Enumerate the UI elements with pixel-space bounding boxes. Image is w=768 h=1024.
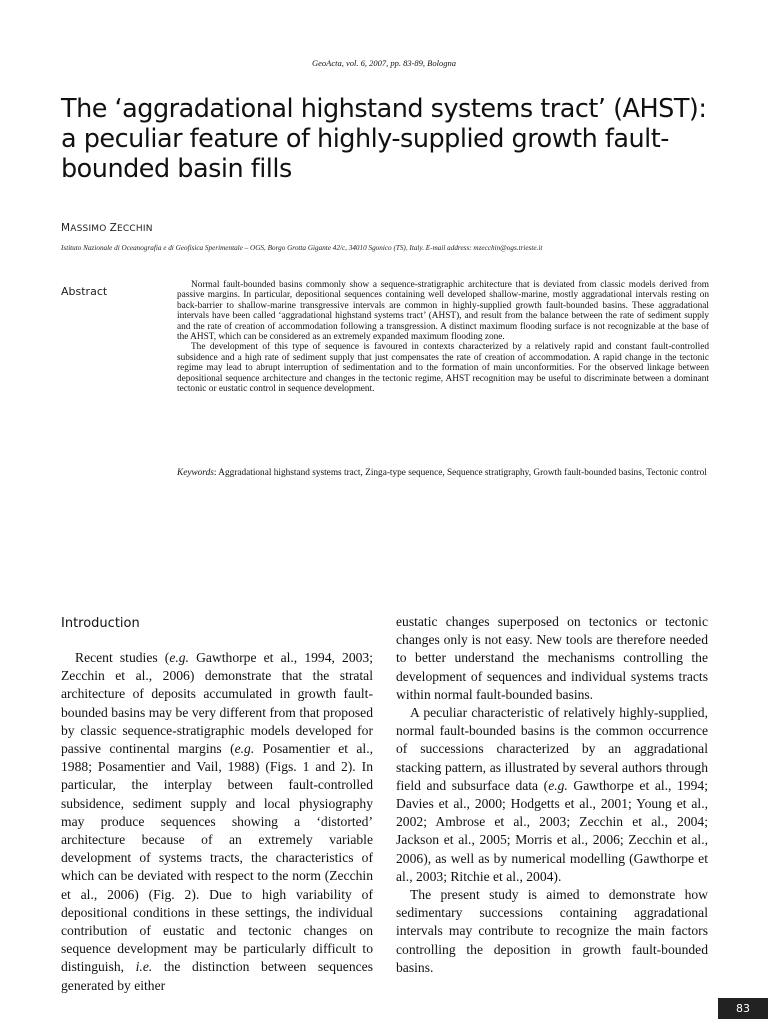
text-run-italic: e.g.	[234, 741, 255, 757]
text-run-italic: e.g.	[548, 777, 568, 793]
text-run: Posamentier et al., 1988; Posamentier and Vail, 1988) (Figs. 1 and 2). In particular, the interplay between fault-controlled subsidence, sediment supply and local physiography may produce sequences showing a ‘distorted’ architecture because of an extremely variable development of systems tracts, the characteristics of which can be deviated with respect to the norm (Zecchin et al., 2006) (Fig. 2). Due to high variability of depositional conditions in these settings, the individual contribution of eustatic and tectonic changes on sequence development may be particularly difficult to distinguish,	[61, 741, 374, 975]
body-paragraph: eustatic changes superposed on tectonics or tectonic changes only is not easy. New tools are therefore needed to better understand the mechanisms controlling the development of sequences and individual systems tracts within normal fault-bounded basins.	[396, 614, 708, 702]
keywords-label: Keywords	[177, 468, 214, 478]
author-name	[61, 222, 153, 234]
section-heading-introduction: Introduction	[61, 616, 140, 631]
page-number: 83	[718, 998, 768, 1019]
abstract-label: Abstract	[61, 285, 108, 298]
body-paragraph	[61, 649, 373, 995]
abstract-paragraph: Normal fault-bounded basins commonly show a sequence-stratigraphic architecture that is deviated from classic models derived from passive margins. In particular, depositional sequences containing well developed shallow-marine, mostly aggradational intervals resting on back-barrier to shallow-marine transgressive intervals are common in highly-supplied growth fault-bounded basins. These aggradational intervals have been called ‘aggradational highstand systems tract’ (AHST), and result from the balance between the rate of sediment supply and the rate of creation of accommodation following a transgression. A distinct maximum flooding surface is not recognizable at the base of the AHST, which can be considered as an extremely expanded maximum flooding zone.	[177, 280, 709, 343]
author-affiliation: Istituto Nazionale di Oceanografia e di Geofisica Sperimentale – OGS, Borgo Grotta Gigante 42/c, 34010 Sgonico (TS), Italy. E-mail address: mzecchin@ogs.trieste.it	[61, 244, 543, 252]
author-first-rest: ASSIMO	[70, 224, 107, 234]
text-run: Recent studies (	[75, 650, 170, 665]
body-column-right	[396, 613, 708, 977]
author-first-initial: M	[61, 222, 71, 234]
abstract-body	[177, 280, 709, 394]
text-run: the distinction between sequences generated by either	[61, 959, 373, 993]
abstract-paragraph: The development of this type of sequence is favoured in contexts characterized by a relatively rapid and constant fault-controlled subsidence and a high rate of sediment supply that just compensates the rate of creation of accommodation. A rapid change in the tectonic regime may lead to abrupt interruption of sedimentation and to the formation of main unconformities. For the observed linkage between depositional sequence architecture and changes in the tectonic regime, AHST recognition may be useful to discriminate between a dominant tectonic or eustatic control in sequence development.	[177, 342, 709, 395]
author-last-initial: Z	[109, 222, 118, 234]
text-run: Gawthorpe et al., 1994; Davies et al., 2000; Hodgetts et al., 2001; Young et al., 2002; Ambrose et al., 2003; Zecchin et al., 2004; Jackson et al., 2005; Morris et al., 2006; Zecchin et al., 2006), as well as by numerical modelling (Gawthorpe et al., 2003; Ritchie et al., 2004).	[396, 777, 708, 884]
keywords-list: : Aggradational highstand systems tract, Zinga-type sequence, Sequence stratigraphy, Growth fault-bounded basins, Tectonic control	[213, 468, 707, 478]
text-run-italic: e.g.	[169, 650, 189, 665]
keywords	[177, 468, 709, 479]
body-column-left	[61, 649, 373, 995]
author-last-rest: ECCHIN	[117, 224, 153, 234]
text-run-italic: i.e.	[135, 959, 153, 975]
journal-citation: GeoActa, vol. 6, 2007, pp. 83-89, Bologna	[311, 58, 456, 68]
text-run: A peculiar characteristic of relatively highly-supplied, normal fault-bounded basins is the common occurrence of successions characterized by an aggradational stacking pattern, as illustrated by several authors through field and subsurface data (	[396, 705, 708, 793]
text-run: Gawthorpe et al., 1994, 2003; Zecchin et al., 2006) demonstrate that the stratal architecture of deposits accumulated in growth fault-bounded basins may be very different from that proposed by classic sequence-stratigraphic models developed for passive continental margins (	[61, 650, 374, 757]
article-title: The ‘aggradational highstand systems tract’ (AHST): a peculiar feature of highly-supplied growth fault-bounded basin fills	[61, 94, 707, 184]
body-paragraph: The present study is aimed to demonstrate how sedimentary successions containing aggradational intervals may contribute to recognize the main factors controlling the deposition in growth fault-bounded basins.	[396, 887, 708, 975]
body-paragraph	[396, 704, 708, 886]
